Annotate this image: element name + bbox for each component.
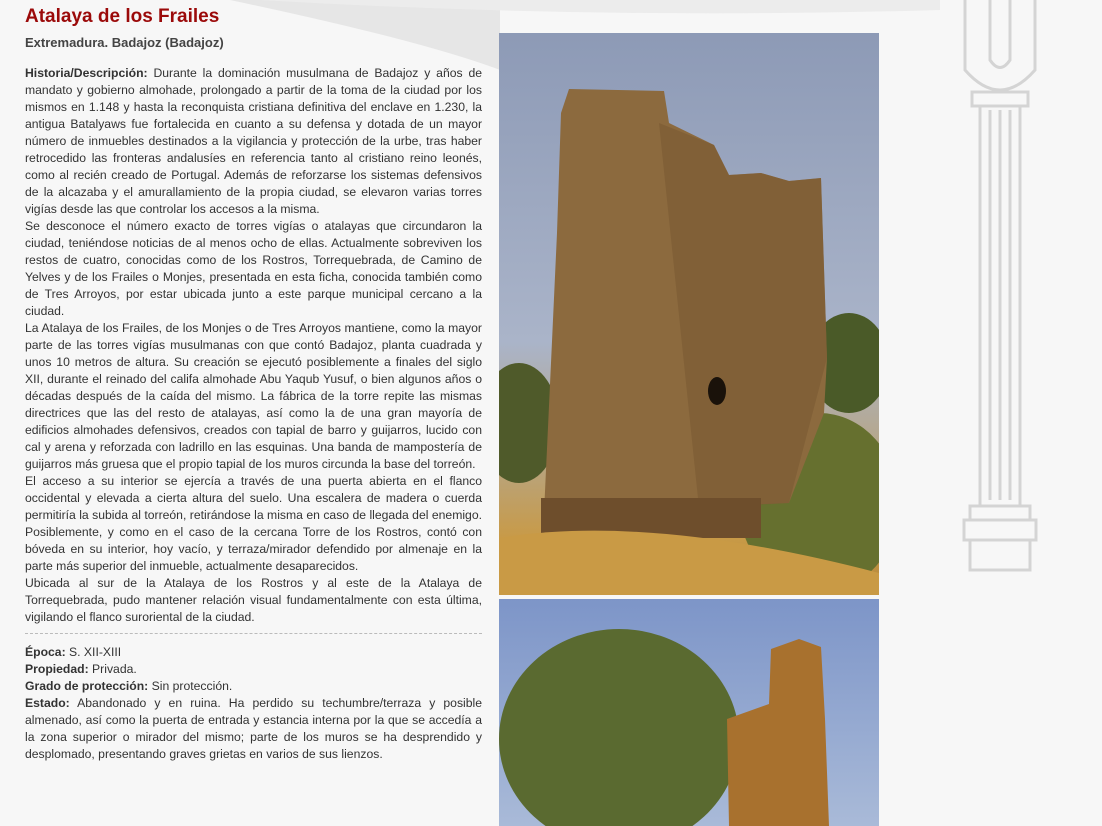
paragraph: Ubicada al sur de la Atalaya de los Rostros y al este de la Atalaya de Torrequebrada, pudo mantener relación visual fundamentalmente con esta última, vigilando el flanco suroriental de la ciudad. [25,576,482,624]
description-text [25,65,482,763]
paragraph: El acceso a su interior se ejercía a través de una puerta abierta en el flanco occidental y elevada a cierta altura del suelo. Una escalera de madera o cuerda permitiría la subida al torreón, retirándose la misma en caso de llegada del enemigo. Posiblemente, y como en el caso de la cercana Torre de los Rostros, contó con bóveda en su interior, hoy vacío, y terraza/mirador defendido por almenaje en la parte más superior del inmueble, actualmente desaparecidos. [25,474,482,573]
tower-photo-2 [499,599,879,826]
location-subtitle: Extremadura. Badajoz (Badajoz) [25,35,224,50]
content-column [25,6,482,763]
fact-proteccion: Grado de protección: Sin protección. [25,679,233,693]
paragraph: Se desconoce el número exacto de torres vigías o atalayas que circundaron la ciudad, teniéndose noticias de al menos ocho de ellas. Actualmente sobreviven los restos de cuatro, conocidas como de los Rostros, Torrequebrada, de Camino de Yelves y de los Frailes o Monjes, presentada en esta ficha, conocida también como de Tres Arroyos, por estar ubicada junto a este parque municipal cercano a la ciudad. [25,219,482,318]
description-label: Historia/Descripción: [25,66,148,80]
paragraph: Historia/Descripción: Durante la dominación musulmana de Badajoz y años de mandato y gobierno almohade, prolongado a partir de la toma de la ciudad por los mismos en 1.148 y hasta la reconquista cristiana definitiva del enclave en 1.230, la antigua Batalyaws fue fortalecida en cuanto a su defensa y dotada de un mayor número de inmuebles destinados a la vigilancia y protección de la urbe, tras haber retrocedido las fronteras andalusíes en referencia tanto al cristiano reino leonés, como al recién creado de Portugal. Además de reforzarse los sistemas defensivos de la alcazaba y el amurallamiento de la propia ciudad, se elevaron varias torres vigías desde las que controlar los accesos a la misma. [25,66,482,216]
dashed-divider [25,633,482,634]
pillar-decoration-icon [950,0,1050,580]
fact-propiedad: Propiedad: Privada. [25,662,137,676]
fact-estado: Estado: Abandonado y en ruina. Ha perdido su techumbre/terraza y posible almenado, así como la puerta de entrada y estancia interna por la que se accedía a la zona superior o mirador del mismo; parte de los muros se ha desprendido y desplomado, presentando graves grietas en varios de sus lienzos. [25,696,483,761]
tower-photo-1 [499,33,879,595]
page-title: Atalaya de los Frailes [25,6,220,27]
fact-epoca: Época: S. XII-XIII [25,645,122,659]
paragraph: La Atalaya de los Frailes, de los Monjes o de Tres Arroyos mantiene, como la mayor parte de las torres vigías musulmanas con que contó Badajoz, planta cuadrada y unos 10 metros de altura. Su creación se ejecutó posiblemente a finales del siglo XII, durante el reinado del califa almohade Abu Yaqub Yusuf, o bien algunos años o décadas después de la caída del mismo. La fábrica de la torre repite las mismas directrices que las del resto de atalayas, así como la de una gran mayoría de edificios almohades defensivos, creados con tapial de barro y guijarros, lucido con cal y arena y reforzada con ladrillo en las esquinas. Una banda de mampostería de guijarros más gruesa que el propio tapial de los muros circunda la base del torreón. [25,321,482,471]
